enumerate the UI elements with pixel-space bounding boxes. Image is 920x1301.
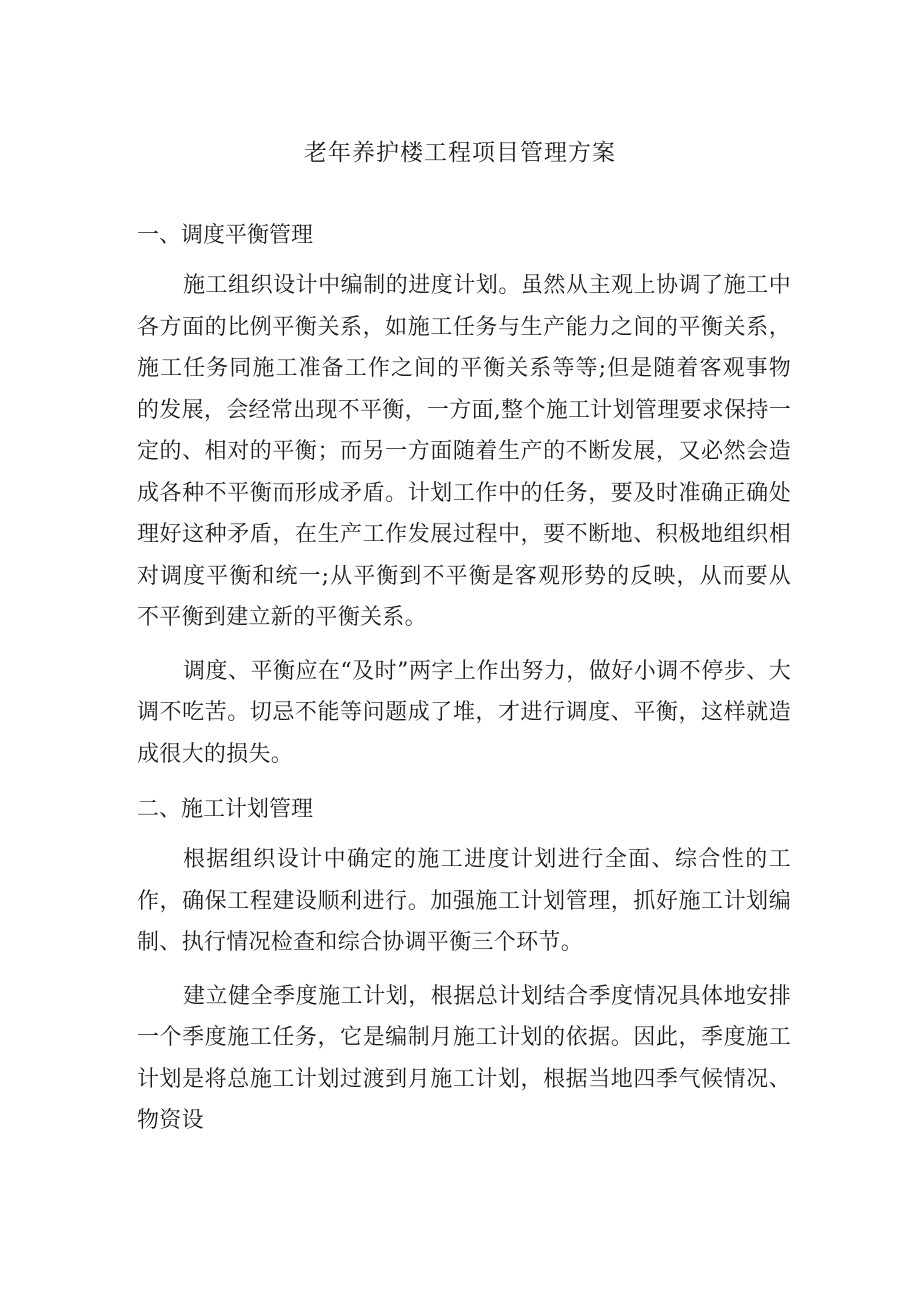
section-scheduling-balance: [137, 220, 791, 775]
document-body: [137, 220, 791, 1142]
paragraph: 施工组织设计中编制的进度计划。虽然从主观上协调了施工中各方面的比例平衡关系，如施工任务与生产能力之间的平衡关系，施工任务同施工准备工作之间的平衡关系等等;但是随着客观事物的发展，会经常出现不平衡，一方面,整个施工计划管理要求保持一定的、相对的平衡；而另一方面随着生产的不断发展，又必然会造成各种不平衡而形成矛盾。计划工作中的任务，要及时准确正确处理好这种矛盾，在生产工作发展过程中，要不断地、积极地组织相对调度平衡和统一;从平衡到不平衡是客观形势的反映，从而要从不平衡到建立新的平衡关系。: [137, 273, 791, 630]
section-heading: 一、调度平衡管理: [137, 223, 314, 248]
document-title: 老年养护楼工程项目管理方案: [304, 140, 616, 166]
section-heading: 二、施工计划管理: [137, 797, 314, 822]
paragraph: 建立健全季度施工计划，根据总计划结合季度情况具体地安排一个季度施工任务，它是编制月施工计划的依据。因此，季度施工计划是将总施工计划过渡到月施工计划，根据当地四季气候情况、物资设: [137, 983, 791, 1133]
paragraph: 调度、平衡应在“及时”两字上作出努力，做好小调不停步、大调不吃苦。切忌不能等问题成了堆，才进行调度、平衡，这样就造成很大的损失。: [137, 658, 791, 767]
paragraph: 根据组织设计中确定的施工进度计划进行全面、综合性的工作，确保工程建设顺利进行。加强施工计划管理，抓好施工计划编制、执行情况检查和综合协调平衡三个环节。: [137, 847, 791, 955]
section-construction-plan: [137, 794, 791, 1142]
